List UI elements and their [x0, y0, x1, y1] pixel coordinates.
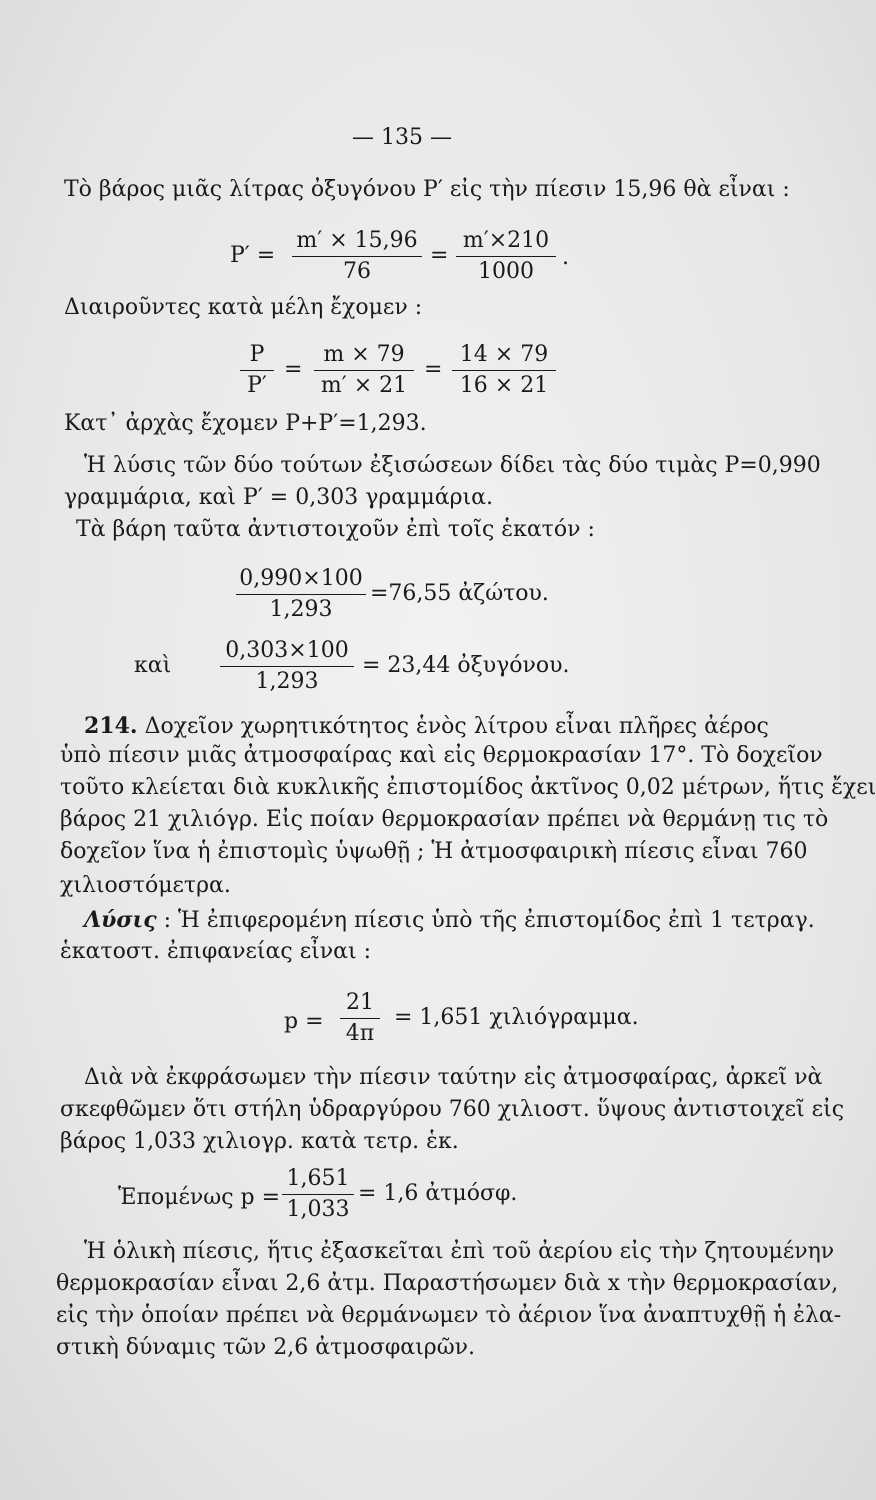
denominator: 1,293: [269, 597, 333, 622]
fraction: [220, 638, 354, 695]
fraction-bar: [456, 256, 556, 257]
fraction: [236, 566, 366, 623]
equals-sign: =: [284, 357, 303, 382]
numerator: 1,651: [286, 1166, 350, 1191]
problem-line: χιλιοστόμετρα.: [60, 873, 231, 898]
paragraph-line: Τὸ βάρος μιᾶς λίτρας ὀξυγόνου P′ εἰς τὴν πίεσιν 15,96 θὰ εἶναι :: [64, 177, 790, 202]
denominator: 16 × 21: [459, 373, 549, 398]
paragraph-line: Διὰ νὰ ἐκφράσωμεν τὴν πίεσιν ταύτην εἰς ἀτμοσφαίρας, ἀρκεῖ νὰ: [84, 1065, 823, 1090]
page-number: — 135 —: [352, 125, 452, 150]
denominator: 4π: [345, 1021, 375, 1046]
paragraph-line: στικὴ δύναμις τῶν 2,6 ἀτμοσφαιρῶν.: [56, 1335, 475, 1360]
equals-sign: =: [430, 243, 449, 268]
fraction: [292, 228, 422, 285]
paragraph-line: Διαιροῦντες κατὰ μέλη ἔχομεν :: [64, 295, 423, 320]
paragraph-line: Ἡ λύσις τῶν δύο τούτων ἐξισώσεων δίδει τὰς δύο τιμὰς P=0,990: [84, 453, 821, 478]
equation-rhs: =76,55 ἀζώτου.: [370, 581, 549, 606]
fraction-bar: [314, 370, 414, 371]
paragraph-line: εἰς τὴν ὁποίαν πρέπει νὰ θερμάνωμεν τὸ ἀέριον ἵνα ἀναπτυχθῇ ἡ ἐλα-: [56, 1303, 842, 1328]
paragraph-line: σκεφθῶμεν ὅτι στήλη ὑδραργύρου 760 χιλιοστ. ὕψους ἀντιστοιχεῖ εἰς: [60, 1097, 845, 1122]
paragraph-line: βάρος 1,033 χιλιογρ. κατὰ τετρ. ἑκ.: [60, 1129, 459, 1154]
denominator: m′ × 21: [320, 373, 408, 398]
fraction-bar: [452, 370, 556, 371]
problem-line: ὑπὸ πίεσιν μιᾶς ἀτμοσφαίρας καὶ εἰς θερμοκρασίαν 17°. Τὸ δοχεῖον: [60, 743, 823, 768]
numerator: m′×210: [462, 228, 550, 253]
numerator: m × 79: [323, 342, 405, 367]
problem-line: βάρος 21 χιλιόγρ. Εἰς ποίαν θερμοκρασίαν πρέπει νὰ θερμάνῃ τις τὸ: [60, 807, 829, 832]
numerator: 21: [346, 990, 374, 1015]
problem-line: [84, 712, 769, 741]
paragraph-line: θερμοκρασίαν εἶναι 2,6 ἀτμ. Παραστήσωμεν διὰ x τὴν θερμοκρασίαν,: [56, 1271, 839, 1296]
fraction: [452, 342, 556, 399]
equals-sign: =: [424, 357, 443, 382]
period: .: [562, 245, 569, 270]
equation-lhs: P′ =: [230, 243, 276, 268]
equation-rhs: = 1,6 ἀτμόσφ.: [358, 1181, 518, 1206]
numerator: 0,990×100: [239, 566, 363, 591]
problem-line: δοχεῖον ἵνα ἡ ἐπιστομὶς ὑψωθῇ ; Ἡ ἀτμοσφαιρικὴ πίεσις εἶναι 760: [60, 839, 808, 864]
numerator: 0,303×100: [225, 638, 349, 663]
equation-lhs: Ἑπομένως p =: [118, 1185, 281, 1210]
solution-label: Λύσις: [84, 907, 157, 933]
problem-number: 214.: [84, 713, 138, 739]
fraction: [340, 990, 380, 1047]
fraction: [314, 342, 414, 399]
fraction-bar: [282, 1194, 354, 1195]
paragraph-line: Τὰ βάρη ταῦτα ἀντιστοιχοῦν ἐπὶ τοῖς ἑκατόν :: [76, 517, 595, 542]
solution-line: [84, 906, 815, 935]
solution-line: ἑκατοστ. ἐπιφανείας εἶναι :: [60, 939, 372, 964]
fraction-bar: [292, 256, 422, 257]
paragraph-line: Κατ᾽ ἀρχὰς ἔχομεν P+P′=1,293.: [64, 411, 427, 436]
paragraph-line: Ἡ ὁλικὴ πίεσις, ἥτις ἐξασκεῖται ἐπὶ τοῦ ἀερίου εἰς τὴν ζητουμένην: [84, 1239, 835, 1264]
numerator: P: [249, 342, 265, 367]
denominator: 1,293: [255, 669, 319, 694]
denominator: 1,033: [286, 1197, 350, 1222]
equation-rhs: = 1,651 χιλιόγραμμα.: [394, 1005, 639, 1030]
numerator: m′ × 15,96: [296, 228, 418, 253]
problem-line: τοῦτο κλείεται διὰ κυκλικῆς ἐπιστομίδος ἀκτῖνος 0,02 μέτρων, ἥτις ἔχει: [60, 775, 876, 800]
solution-text: : Ἡ ἐπιφερομένη πίεσις ὑπὸ τῆς ἐπιστομίδος ἐπὶ 1 τετραγ.: [163, 908, 815, 933]
fraction-bar: [340, 1018, 380, 1019]
fraction-bar: [236, 594, 366, 595]
fraction-bar: [240, 370, 274, 371]
fraction: [240, 342, 274, 399]
problem-text: Δοχεῖον χωρητικότητος ἑνὸς λίτρου εἶναι πλῆρες ἀέρος: [144, 714, 769, 739]
denominator: 1000: [478, 259, 534, 284]
equation-lhs: p =: [284, 1009, 324, 1034]
denominator: 76: [343, 259, 371, 284]
fraction: [456, 228, 556, 285]
denominator: P′: [247, 373, 267, 398]
numerator: 14 × 79: [459, 342, 549, 367]
fraction: [282, 1166, 354, 1223]
paragraph-line: γραμμάρια, καὶ P′ = 0,303 γραμμάρια.: [64, 485, 494, 510]
equation-rhs: = 23,44 ὀξυγόνου.: [362, 653, 570, 678]
equation-lhs: καὶ: [134, 653, 172, 678]
fraction-bar: [220, 666, 354, 667]
